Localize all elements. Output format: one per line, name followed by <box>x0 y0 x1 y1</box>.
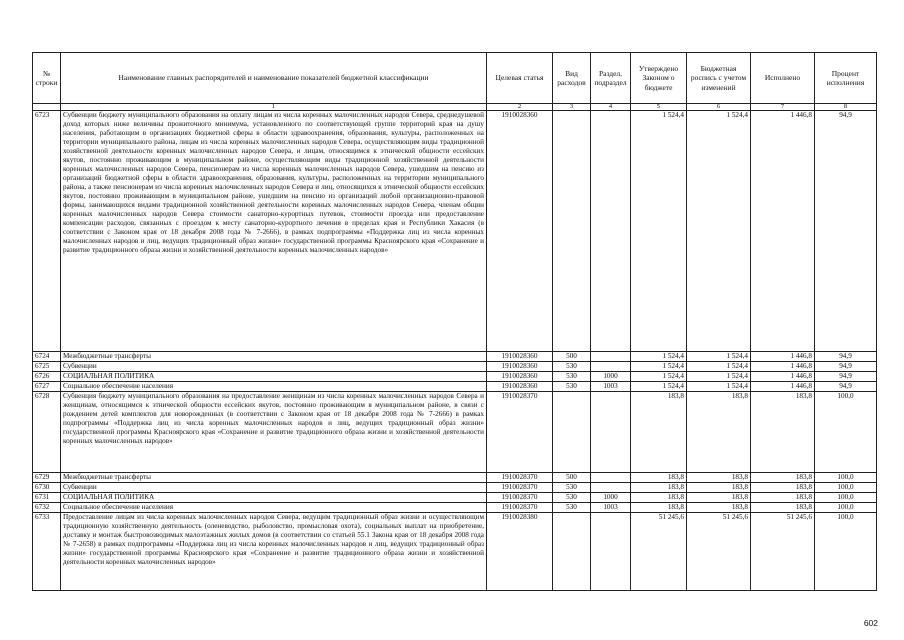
row-target: 1910028370 <box>487 493 553 503</box>
header-exp-type: Вид расходов <box>553 53 591 104</box>
table-row <box>33 372 877 382</box>
row-budget-list: 51 245,6 <box>687 513 751 591</box>
row-percent: 100,0 <box>815 473 877 483</box>
row-exp-type: 530 <box>553 362 591 372</box>
row-name: Субвенции <box>61 362 487 372</box>
row-target: 1910028360 <box>487 382 553 392</box>
row-target: 1910028360 <box>487 372 553 382</box>
row-section: 1003 <box>591 503 631 513</box>
row-approved: 51 245,6 <box>631 513 687 591</box>
row-exp-type: 530 <box>553 382 591 392</box>
row-target: 1910028370 <box>487 473 553 483</box>
row-approved: 183,8 <box>631 483 687 493</box>
row-exp-type: 530 <box>553 372 591 382</box>
row-executed: 1 446,8 <box>751 362 815 372</box>
column-number: 2 <box>487 104 553 111</box>
row-budget-list: 183,8 <box>687 503 751 513</box>
row-approved: 1 524,4 <box>631 382 687 392</box>
row-no: 6723 <box>33 111 61 352</box>
row-target: 1910028380 <box>487 513 553 591</box>
row-exp-type: 530 <box>553 483 591 493</box>
table-row <box>33 473 877 483</box>
row-target: 1910028360 <box>487 111 553 352</box>
row-section <box>591 352 631 362</box>
row-section <box>591 483 631 493</box>
row-executed: 183,8 <box>751 493 815 503</box>
row-executed: 183,8 <box>751 483 815 493</box>
table-row <box>33 111 877 352</box>
row-percent: 100,0 <box>815 513 877 591</box>
column-number: 7 <box>751 104 815 111</box>
row-approved: 1 524,4 <box>631 352 687 362</box>
row-budget-list: 183,8 <box>687 493 751 503</box>
table-row <box>33 352 877 362</box>
table-row <box>33 362 877 372</box>
row-section: 1003 <box>591 382 631 392</box>
row-target: 1910028360 <box>487 352 553 362</box>
row-no: 6733 <box>33 513 61 591</box>
row-exp-type: 500 <box>553 352 591 362</box>
row-no: 6730 <box>33 483 61 493</box>
row-exp-type: 530 <box>553 493 591 503</box>
row-exp-type <box>553 111 591 352</box>
table-row <box>33 382 877 392</box>
column-number-empty <box>33 104 61 111</box>
column-number: 1 <box>61 104 487 111</box>
column-number: 3 <box>553 104 591 111</box>
row-executed: 183,8 <box>751 503 815 513</box>
table-row <box>33 513 877 591</box>
page-number: 602 <box>863 618 878 628</box>
row-no: 6732 <box>33 503 61 513</box>
table-row <box>33 392 877 473</box>
row-executed: 1 446,8 <box>751 352 815 362</box>
row-budget-list: 1 524,4 <box>687 372 751 382</box>
row-name: СОЦИАЛЬНАЯ ПОЛИТИКА <box>61 493 487 503</box>
table-row <box>33 503 877 513</box>
row-executed: 1 446,8 <box>751 372 815 382</box>
row-approved: 1 524,4 <box>631 372 687 382</box>
budget-table <box>32 52 877 591</box>
row-section <box>591 362 631 372</box>
row-percent: 94,9 <box>815 352 877 362</box>
row-exp-type <box>553 513 591 591</box>
row-section: 1000 <box>591 493 631 503</box>
row-name: Социальное обеспечение населения <box>61 382 487 392</box>
row-approved: 183,8 <box>631 473 687 483</box>
row-executed: 51 245,6 <box>751 513 815 591</box>
header-section: Раздел, подраздел <box>591 53 631 104</box>
row-section <box>591 473 631 483</box>
row-target: 1910028370 <box>487 392 553 473</box>
row-name: Субвенции бюджету муниципального образования на оплату лицам из числа коренных малочисленных народов Севера, среднедушевой доход которых ниже величины прожиточного минимума, установленного по соответствующей группе территорий края на душу населения, работающим в организациях бюджетной сферы в области здравоохранения, образования, культуры, расположенных на территории муниципального района, лицам из числа коренных малочисленных народов Севера, осуществляющим виды традиционной хозяйственной деятельности коренных малочисленных народов Севера, и лицам, относящимся к этнической общности ессейских якутов, постоянно проживающим в муниципальном районе, осуществляющим виды традиционной хозяйственной деятельности коренных малочисленных народов Севера, пенсионерам из числа коренных малочисленных народов Севера, ушедшим на пенсию из организаций бюджетной сферы в области здравоохранения, образования, культуры, расположенных на территории муниципального района, а также пенсионерам из числа коренных малочисленных народов Севера и лиц, относящихся к этнической общности ессейских якутов, постоянно проживающим в муниципальном районе, ушедшим на пенсию из организаций любой организационно-правовой формы, занимающихся видами традиционной хозяйственной деятельности коренных малочисленных народов Севера, членам общин коренных малочисленных народов Севера стоимости санаторно-курортных путевок, стоимости проезда или предоставление компенсации расходов, связанных с проездом к месту санаторно-курортного лечения в пределах края и Республики Хакасия (в соответствии с Законом края от 18 декабря 2008 года № 7-2666), в рамках подпрограммы «Поддержка лиц из числа коренных малочисленных народов и лиц, ведущих традиционный образ жизни» государственной программы Красноярского края «Сохранение и развитие традиционного образа жизни и хозяйственной деятельности коренных малочисленных народов» <box>61 111 487 352</box>
row-percent: 100,0 <box>815 503 877 513</box>
header-row <box>33 53 877 104</box>
row-name: Межбюджетные трансферты <box>61 473 487 483</box>
row-exp-type: 500 <box>553 473 591 483</box>
row-no: 6731 <box>33 493 61 503</box>
row-exp-type <box>553 392 591 473</box>
row-section <box>591 513 631 591</box>
row-approved: 183,8 <box>631 392 687 473</box>
row-exp-type: 530 <box>553 503 591 513</box>
column-number-row <box>33 104 877 111</box>
row-budget-list: 1 524,4 <box>687 111 751 352</box>
row-no: 6729 <box>33 473 61 483</box>
row-percent: 100,0 <box>815 483 877 493</box>
row-percent: 94,9 <box>815 362 877 372</box>
row-executed: 183,8 <box>751 392 815 473</box>
header-executed: Исполнено <box>751 53 815 104</box>
row-no: 6725 <box>33 362 61 372</box>
row-percent: 94,9 <box>815 111 877 352</box>
row-name: Межбюджетные трансферты <box>61 352 487 362</box>
row-budget-list: 183,8 <box>687 483 751 493</box>
header-percent: Процент исполнения <box>815 53 877 104</box>
row-name: Предоставление лицам из числа коренных малочисленных народов Севера, ведущим традиционный образ жизни и осуществляющим традиционную хозяйственную деятельность (оленеводство, рыболовство, промысловая охота), социальных выплат на приобретение, доставку и монтаж быстровозводимых малоэтажных жилых домов (в соответствии со статьей 55.1 Закона края от 18 декабря 2008 года № 7-2658) в рамках подпрограммы «Поддержка лиц из числа коренных малочисленных народов и лиц, ведущих традиционный образ жизни» государственной программы Красноярского края «Сохранение и развитие традиционного образа жизни и хозяйственной деятельности коренных малочисленных народов» <box>61 513 487 591</box>
column-number: 6 <box>687 104 751 111</box>
row-executed: 1 446,8 <box>751 111 815 352</box>
row-no: 6724 <box>33 352 61 362</box>
row-executed: 183,8 <box>751 473 815 483</box>
row-approved: 183,8 <box>631 493 687 503</box>
row-approved: 1 524,4 <box>631 362 687 372</box>
row-name: Субвенции <box>61 483 487 493</box>
row-section <box>591 392 631 473</box>
header-approved: Утверждено Законом о бюджете <box>631 53 687 104</box>
row-budget-list: 1 524,4 <box>687 352 751 362</box>
header-name: Наименование главных распорядителей и наименование показателей бюджетной классификации <box>61 53 487 104</box>
row-name: Социальное обеспечение населения <box>61 503 487 513</box>
row-name: СОЦИАЛЬНАЯ ПОЛИТИКА <box>61 372 487 382</box>
row-approved: 183,8 <box>631 503 687 513</box>
column-number: 5 <box>631 104 687 111</box>
table-row <box>33 483 877 493</box>
header-target: Целевая статья <box>487 53 553 104</box>
row-budget-list: 183,8 <box>687 473 751 483</box>
row-section: 1000 <box>591 372 631 382</box>
row-name: Субвенция бюджету муниципального образования на предоставление женщинам из числа коренных малочисленных народов Севера и женщинам, относящимся к этнической общности ессейских якутов, постоянно проживающим в муниципальном районе, в связи с рождением детей комплектов для новорожденных (в соответствии с Законом края от 18 декабря 2008 года № 7-2666) в рамках подпрограммы «Поддержка лиц из числа коренных малочисленных народов и лиц, ведущих традиционный образ жизни» государственной программы Красноярского края «Сохранение и развитие традиционного образа жизни и хозяйственной деятельности коренных малочисленных народов» <box>61 392 487 473</box>
row-approved: 1 524,4 <box>631 111 687 352</box>
row-percent: 100,0 <box>815 392 877 473</box>
row-section <box>591 111 631 352</box>
row-budget-list: 1 524,4 <box>687 362 751 372</box>
row-budget-list: 1 524,4 <box>687 382 751 392</box>
row-budget-list: 183,8 <box>687 392 751 473</box>
header-row-no: № строки <box>33 53 61 104</box>
row-target: 1910028370 <box>487 483 553 493</box>
row-no: 6727 <box>33 382 61 392</box>
row-target: 1910028370 <box>487 503 553 513</box>
column-number: 8 <box>815 104 877 111</box>
row-percent: 94,9 <box>815 372 877 382</box>
row-target: 1910028360 <box>487 362 553 372</box>
row-percent: 100,0 <box>815 493 877 503</box>
row-percent: 94,9 <box>815 382 877 392</box>
row-no: 6726 <box>33 372 61 382</box>
column-number: 4 <box>591 104 631 111</box>
row-executed: 1 446,8 <box>751 382 815 392</box>
row-no: 6728 <box>33 392 61 473</box>
table-row <box>33 493 877 503</box>
header-budget-list: Бюджетная роспись с учетом изменений <box>687 53 751 104</box>
